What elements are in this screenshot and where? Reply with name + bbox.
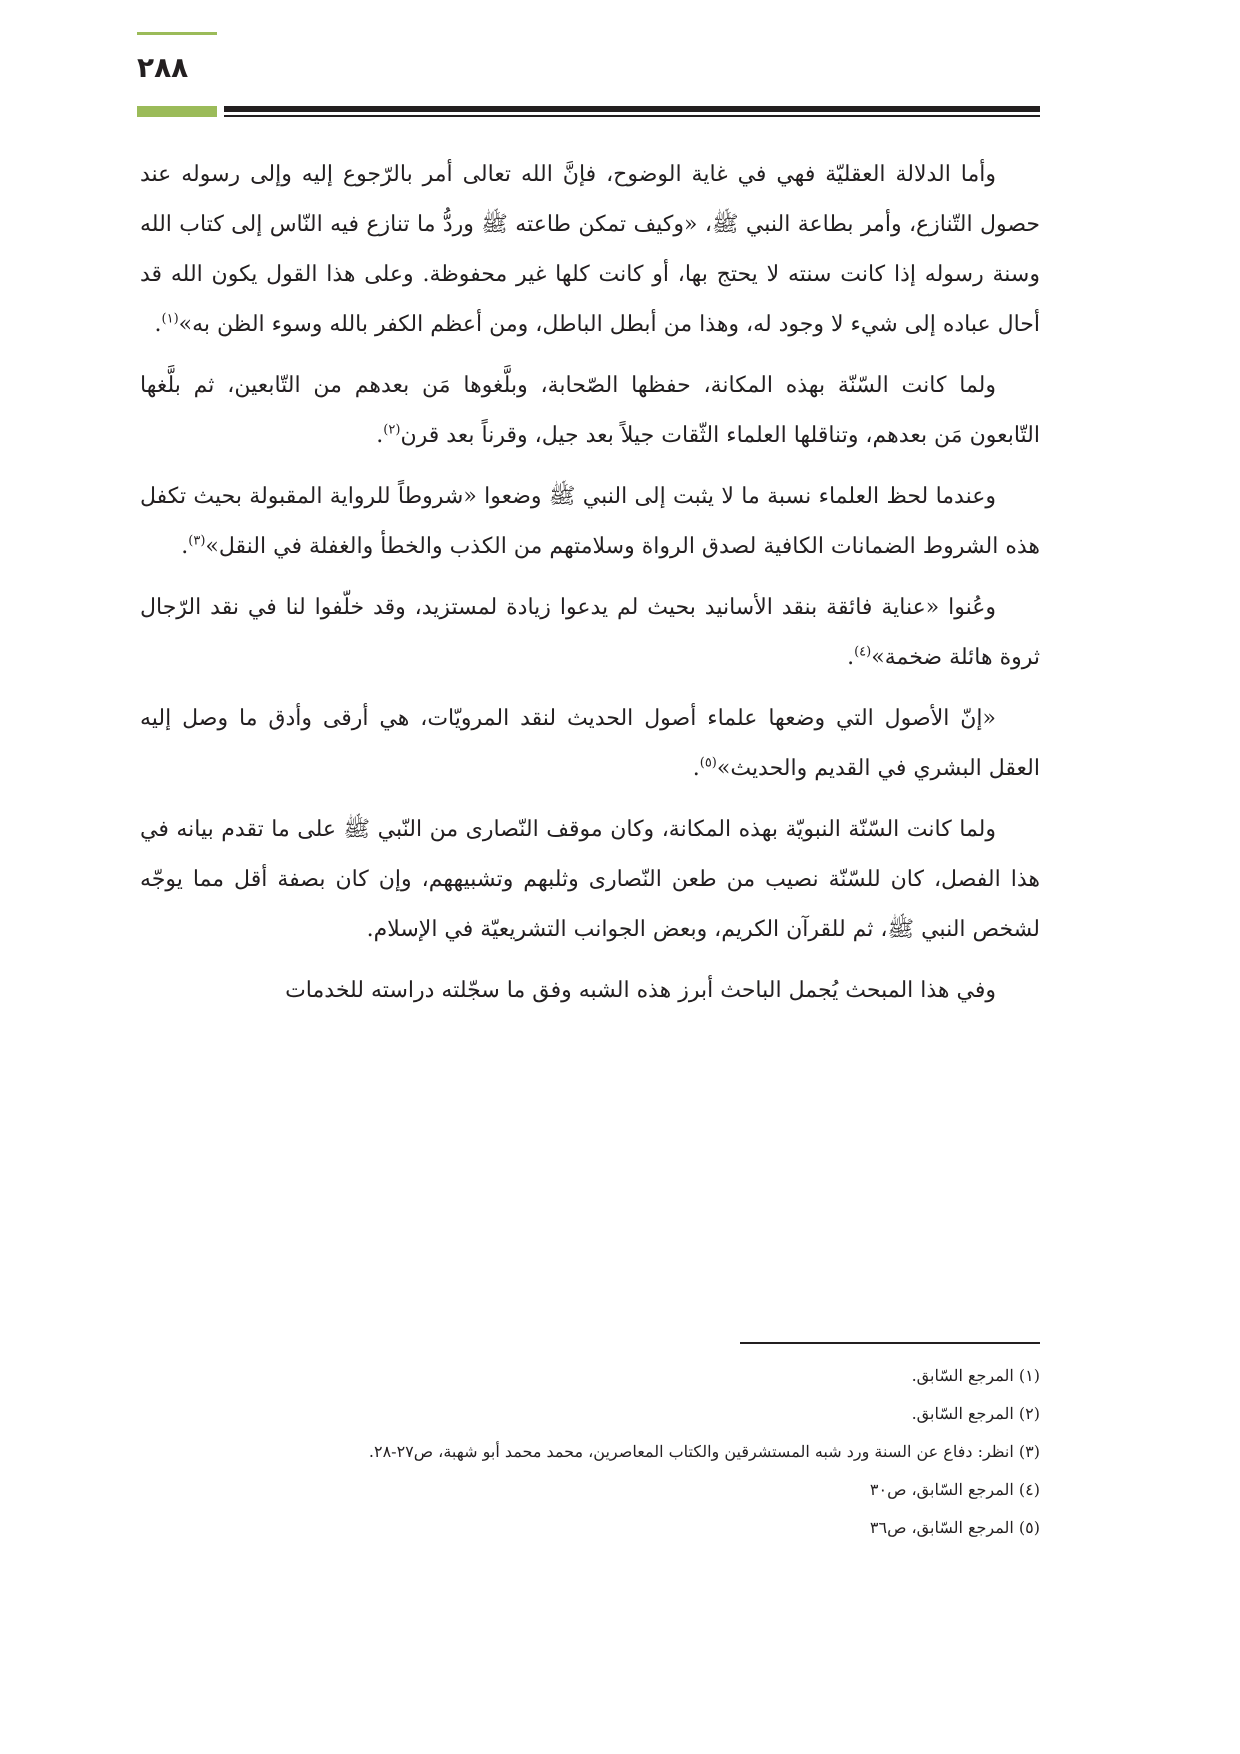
paragraph-tail: . (376, 423, 384, 448)
paragraph-text: وعندما لحظ العلماء نسبة ما لا يثبت إلى النبي ﷺ وضعوا «شروطاً للرواية المقبولة بحيث تكفل هذه الشروط الضمانات الكافية لصدق الرواة وسلامتهم من الكذب والخطأ والغفلة في النقل» (140, 484, 1040, 559)
paragraph-text: ولما كانت السّنّة النبويّة بهذه المكانة، وكان موقف النّصارى من النّبي ﷺ على ما تقدم بيانه في هذا الفصل، كان للسّنّة نصيب من طعن النّصارى وثلبهم وتشبيههم، وإن كان بصفة أقل مما يوجّه لشخص النبي ﷺ، ثم للقرآن الكريم، وبعض الجوانب التشريعيّة في الإسلام. (140, 817, 1040, 942)
main-text (140, 150, 1040, 1027)
footnote-ref: (٥) (699, 755, 717, 771)
footnotes (140, 1357, 1040, 1547)
footnote-ref: (١) (161, 311, 179, 327)
header-rule-thin (224, 115, 1040, 117)
paragraph (140, 472, 1040, 572)
paragraph (140, 694, 1040, 794)
paragraph (140, 361, 1040, 461)
paragraph-text: وعُنوا «عناية فائقة بنقد الأسانيد بحيث لم يدعوا زيادة لمستزيد، وقد خلّفوا لنا في نقد الرّجال ثروة هائلة ضخمة» (140, 595, 1040, 670)
footnote: (٤) المرجع السّابق، ص٣٠ (869, 1480, 1040, 1499)
paragraph (140, 583, 1040, 683)
page-number: ٢٨٨ (137, 51, 189, 84)
paragraph-tail: . (847, 645, 855, 670)
paragraph-text: وفي هذا المبحث يُجمل الباحث أبرز هذه الشبه وفق ما سجّلته دراسته للخدمات (285, 978, 996, 1003)
paragraph-text: «إنّ الأصول التي وضعها علماء أصول الحديث لنقد المرويّات، هي أرقى وأدق ما وصل إليه العقل البشري في القديم والحديث» (140, 706, 1040, 781)
footnote-ref: (٤) (854, 644, 872, 660)
footnote: (٥) المرجع السّابق، ص٣٦ (869, 1518, 1040, 1537)
footnote: (٢) المرجع السّابق. (911, 1404, 1040, 1423)
paragraph (140, 150, 1040, 350)
header-accent-line (137, 32, 217, 35)
footnote-ref: (٣) (188, 533, 206, 549)
paragraph-tail: . (154, 312, 162, 337)
paragraph-text: وأما الدلالة العقليّة فهي في غاية الوضوح، فإنَّ الله تعالى أمر بالرّجوع إليه وإلى رسوله عند حصول التّنازع، وأمر بطاعة النبي ﷺ، «وكيف تمكن طاعته ﷺ وردُّ ما تنازع فيه النّاس إلى كتاب الله وسنة رسوله إذا كانت سنته لا يحتج بها، أو كانت كلها غير محفوظة. وعلى هذا القول يكون الله قد أحال عباده إلى شيء لا وجود له، وهذا من أبطل الباطل، ومن أعظم الكفر بالله وسوء الظن به» (140, 162, 1040, 337)
footnote: (١) المرجع السّابق. (911, 1366, 1040, 1385)
paragraph (140, 966, 1040, 1016)
paragraph (140, 805, 1040, 955)
paragraph-tail: . (692, 756, 700, 781)
footnote-ref: (٢) (383, 422, 401, 438)
paragraph-tail: . (181, 534, 189, 559)
header-rule (224, 106, 1040, 112)
footnote-separator (740, 1342, 1040, 1344)
paragraph-text: ولما كانت السّنّة بهذه المكانة، حفظها الصّحابة، وبلَّغوها مَن بعدهم من التّابعين، ثم بلَّغها التّابعون مَن بعدهم، وتناقلها العلماء الثّقات جيلاً بعد جيل، وقرناً بعد قرن (140, 373, 1040, 448)
header-accent-block (137, 106, 217, 117)
footnote: (٣) انظر: دفاع عن السنة ورد شبه المستشرقين والكتاب المعاصرين، محمد محمد أبو شهبة، ص٢٧-٢٨. (368, 1442, 1040, 1461)
